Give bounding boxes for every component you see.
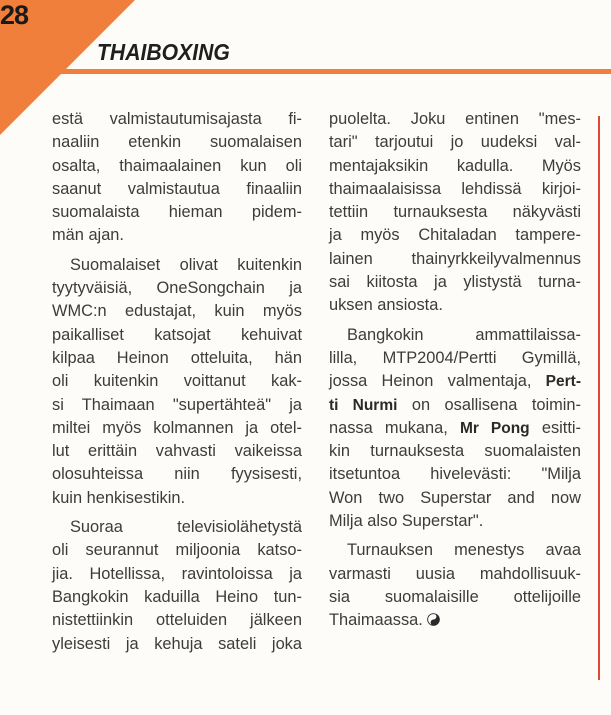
text-run: jossa Heinon valmentaja, — [329, 372, 546, 391]
text-line: osalta, thaimaalainen kun oli — [52, 156, 302, 175]
text-line: olosuhteissa niin fyysisesti, — [52, 465, 302, 484]
text-line: kin turnauksesta suomalaisten — [329, 442, 581, 461]
text-line: män ajan. — [52, 226, 124, 245]
text-line: estä valmistautumisajasta fi- — [52, 110, 302, 128]
text-line: Milja also Superstar". — [329, 512, 484, 531]
coach-name-part: ti Nurmi — [329, 396, 398, 414]
text-line: saanut valmistautua finaaliin — [52, 179, 302, 198]
text-run: nassa mukana, — [329, 418, 460, 437]
left-column — [52, 108, 302, 656]
text-line: varmasti uusia mahdollisuuk- — [329, 564, 581, 583]
text-line: paikalliset katsojat kehuivat — [52, 325, 302, 344]
text-line: tettiin turnauksesta näkyvästi — [329, 203, 581, 222]
text-line: Won two Superstar and now — [329, 488, 581, 507]
text-line: sia suomalaisille ottelijoille — [329, 587, 581, 606]
paragraph-1 — [52, 108, 302, 248]
text-line: mentajaksikin kadulla. Myös — [329, 156, 581, 175]
right-column — [329, 108, 581, 633]
text-line: kuin henkisestikin. — [52, 488, 186, 507]
paragraph-4 — [329, 108, 581, 318]
paragraph-2 — [52, 254, 302, 510]
text-line: Suoraa televisiolähetystä — [70, 518, 302, 537]
text-line: sai kiitosta ja ylistystä turna- — [329, 273, 581, 292]
text-run: esitti- — [529, 418, 581, 437]
text-line: nistettiinkin otteluiden jälkeen — [52, 611, 302, 630]
text-run: Thaimaassa. — [329, 611, 423, 630]
text-line: ja myös Chitaladan tampere- — [329, 226, 581, 245]
text-line: lut erittäin vahvasti vaikeissa — [52, 442, 302, 461]
text-line: uksen ansiosta. — [329, 296, 443, 315]
yin-yang-icon — [427, 613, 440, 626]
text-line: Turnauksen menestys avaa — [347, 541, 581, 560]
text-line — [329, 609, 581, 632]
text-line: naaliin etenkin suomalaisen — [52, 133, 302, 152]
text-line: lilla, MTP2004/Pertti Gymillä, — [329, 348, 581, 367]
header-rule — [58, 69, 611, 74]
text-line: oli seurannut miljoonia katso- — [52, 541, 302, 560]
text-line: jia. Hotellissa, ravintoloissa ja — [52, 564, 302, 583]
text-line — [329, 417, 581, 440]
text-line: itsetuntoa hivelevästi: "Milja — [329, 465, 581, 484]
text-line: yleisesti ja kehuja sateli joka — [52, 634, 302, 653]
page-number: 28 — [0, 0, 29, 30]
text-run: on osallisena toimin- — [397, 395, 582, 414]
section-title: THAIBOXING — [97, 39, 230, 65]
text-line: lainen thainyrkkeilyvalmennus — [329, 249, 581, 268]
paragraph-5 — [329, 324, 581, 534]
text-line: suomalaista hieman pidem- — [52, 203, 302, 222]
column-rule — [598, 116, 600, 680]
paragraph-3 — [52, 516, 302, 656]
text-line: Bangkokin ammattilaissa- — [347, 325, 581, 344]
text-line: Suomalaiset olivat kuitenkin — [70, 255, 302, 274]
person-name: Mr Pong — [460, 419, 530, 437]
text-line — [329, 394, 581, 417]
paragraph-6 — [329, 539, 581, 632]
text-line: si Thaimaan "supertähteä" ja — [52, 395, 302, 414]
text-line: tari" tarjoutui jo uudeksi val- — [329, 133, 581, 152]
text-line: tyytyväisiä, OneSongchain ja — [52, 279, 302, 298]
coach-name-part: Pert- — [545, 373, 581, 391]
text-line: WMC:n edustajat, kuin myös — [52, 302, 302, 321]
text-line: Bangkokin kaduilla Heino tun- — [52, 587, 302, 606]
text-line: kilpaa Heinon otteluita, hän — [52, 348, 302, 367]
text-line: thaimaalaisissa lehdissä kirjoi- — [329, 179, 581, 198]
text-line: oli kuitenkin voittanut kak- — [52, 372, 302, 391]
text-line: puolelta. Joku entinen "mes- — [329, 110, 581, 128]
text-line: miltei myös kolmannen ja otel- — [52, 418, 302, 437]
text-line — [329, 370, 581, 393]
